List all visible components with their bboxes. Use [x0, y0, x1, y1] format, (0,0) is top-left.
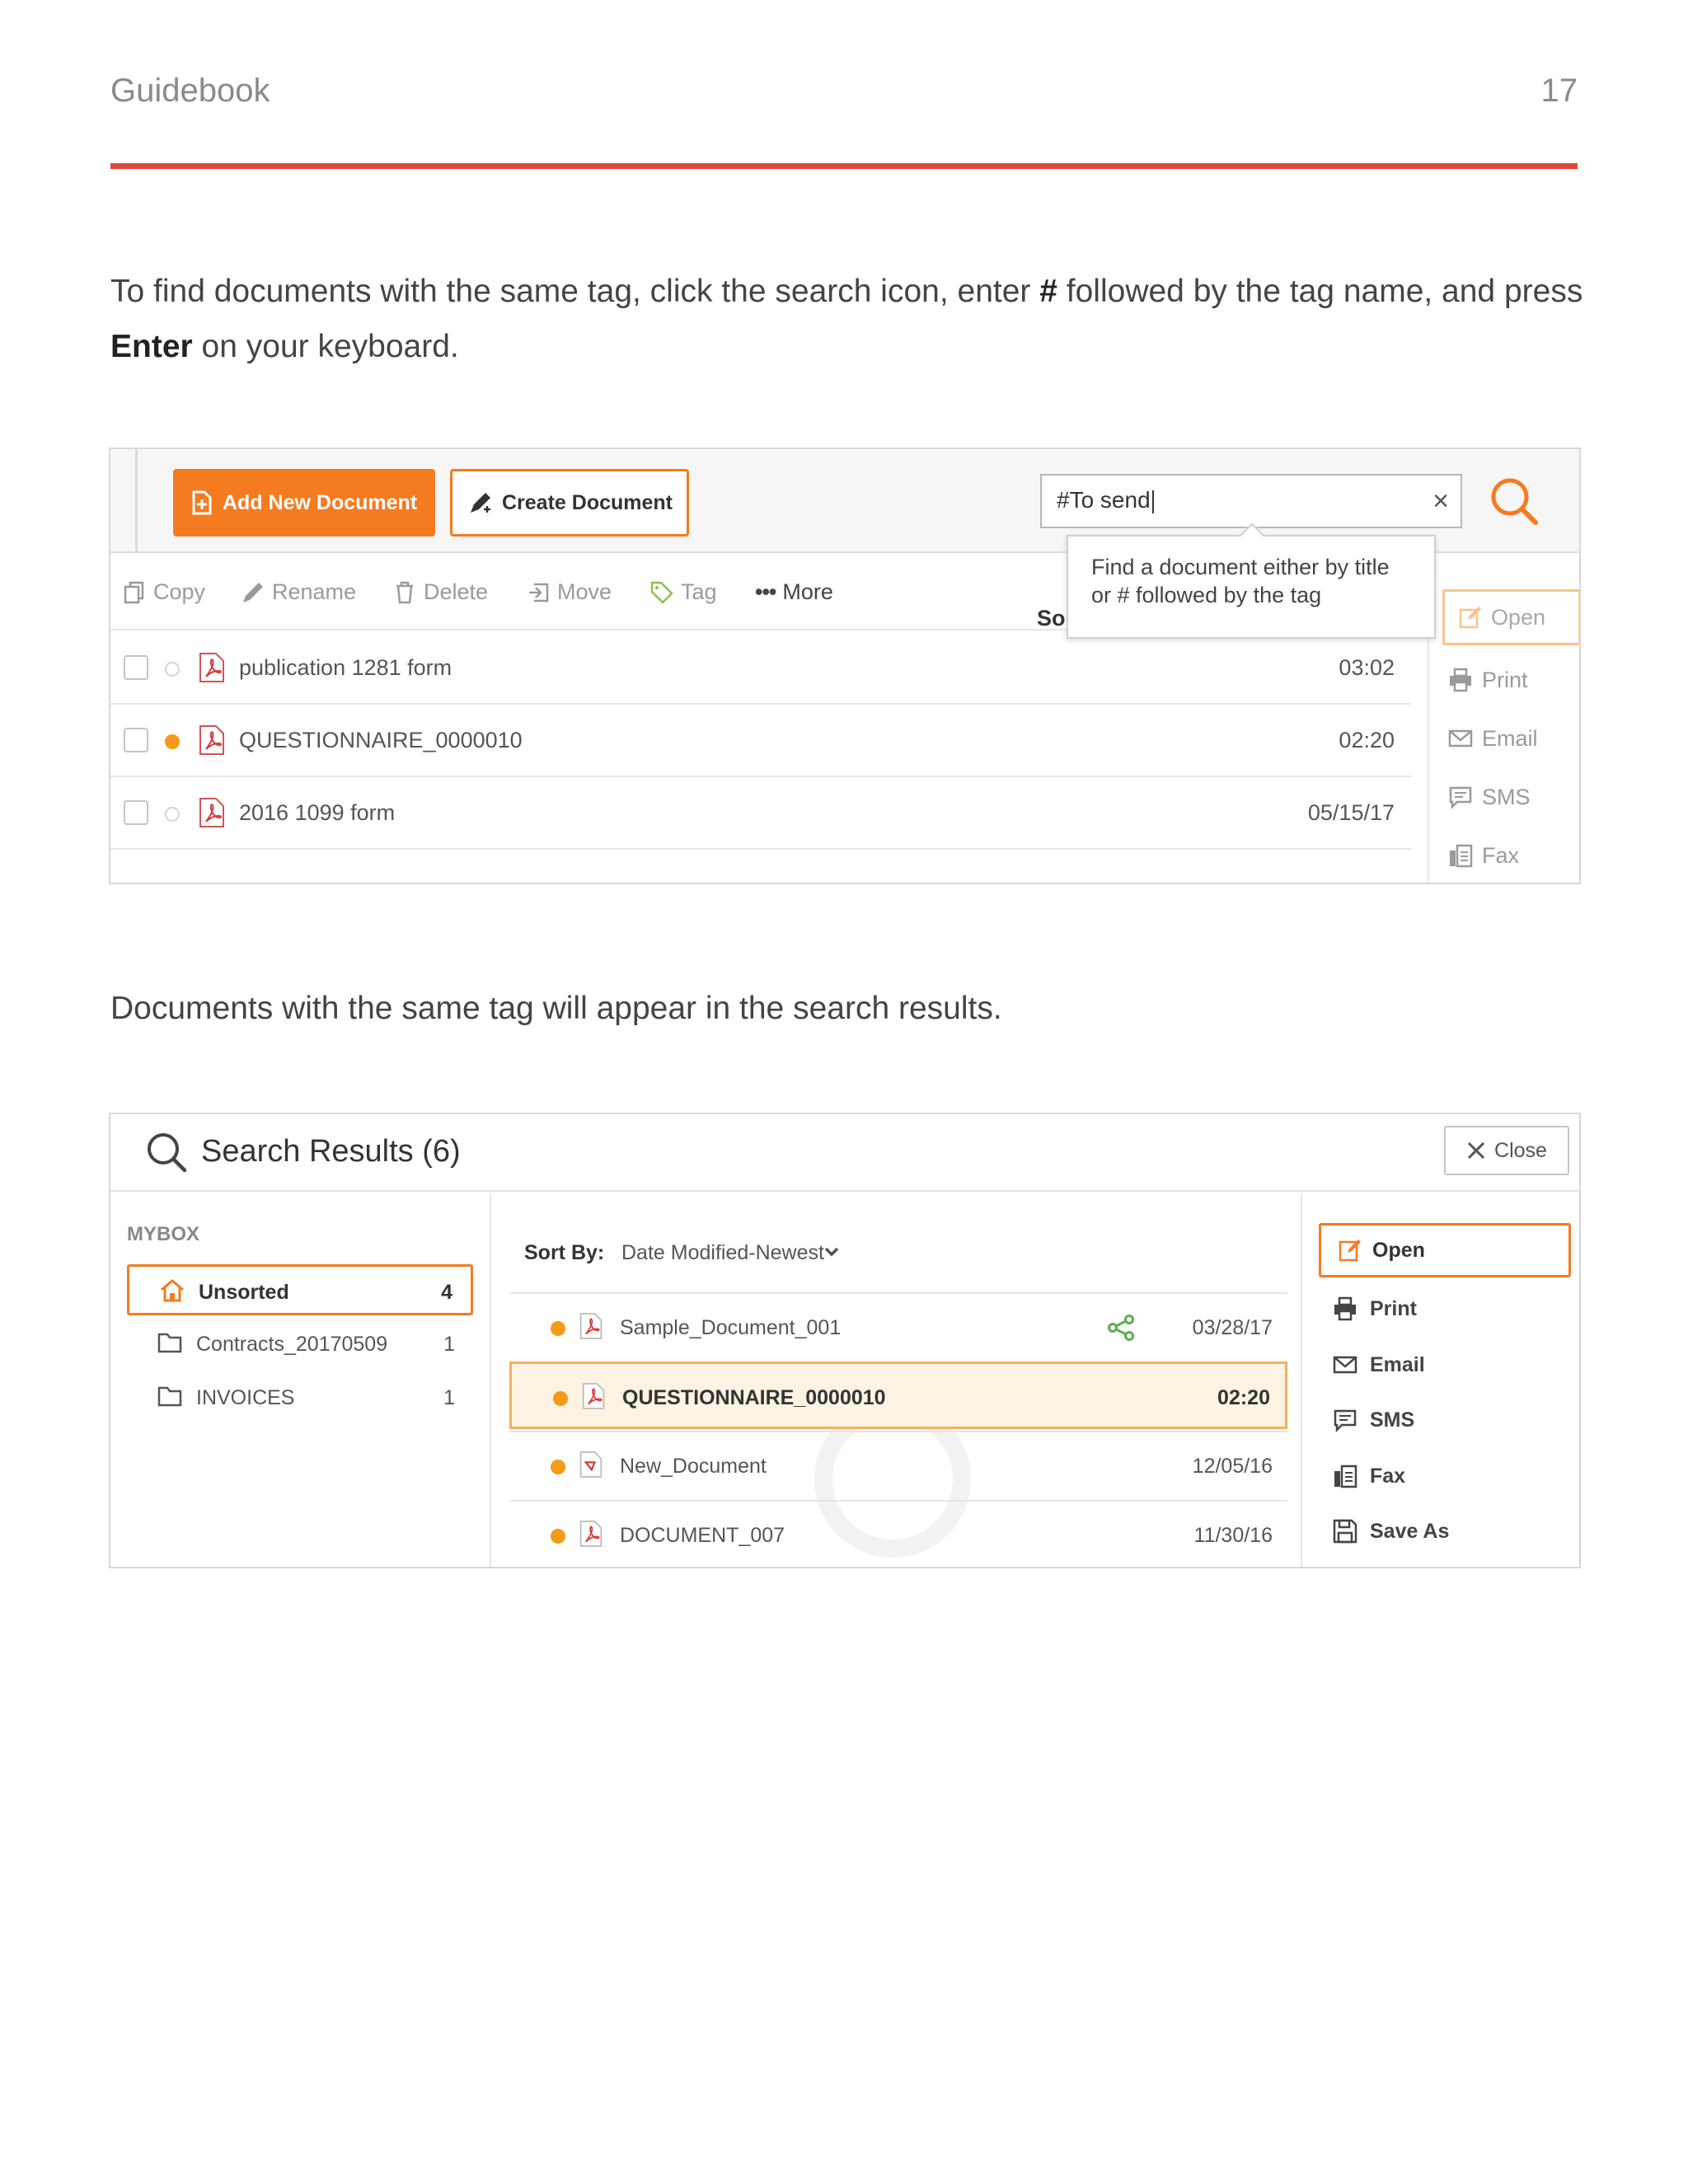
guidebook-title: Guidebook	[110, 73, 270, 109]
fax-icon	[1447, 842, 1474, 869]
left-divider	[135, 449, 138, 553]
pencil-icon	[241, 580, 265, 605]
row-date: 03:02	[1339, 655, 1395, 680]
text-caret	[1152, 490, 1154, 513]
search-results-header	[110, 1114, 1579, 1192]
email-label: Email	[1370, 1352, 1425, 1376]
sms-button[interactable]	[1332, 1407, 1414, 1433]
fax-label: Fax	[1370, 1464, 1406, 1488]
pdf-file-icon	[198, 797, 226, 828]
email-label: Email	[1482, 725, 1538, 751]
results-action-panel	[1301, 1193, 1581, 1568]
delete-label: Delete	[424, 579, 489, 604]
more-label: More	[782, 579, 833, 604]
sms-label: SMS	[1482, 784, 1531, 809]
email-button[interactable]	[1447, 725, 1538, 752]
move-button[interactable]	[526, 579, 612, 605]
printer-icon	[1447, 667, 1474, 693]
pdf-file-icon	[581, 1382, 606, 1410]
edit-icon	[1458, 605, 1483, 630]
folder-count: 1	[443, 1386, 455, 1409]
row-date: 02:20	[1339, 728, 1395, 752]
folder-item-contracts[interactable]	[127, 1319, 473, 1370]
move-label: Move	[557, 579, 612, 604]
table-row[interactable]	[110, 705, 1411, 777]
results-list	[493, 1193, 1314, 1568]
more-button[interactable]	[755, 579, 833, 605]
share-icon[interactable]	[1106, 1314, 1136, 1342]
row-name: 2016 1099 form	[239, 800, 396, 825]
status-dot	[165, 734, 180, 749]
row-checkbox[interactable]	[124, 728, 148, 752]
chat-bubble-icon	[1447, 784, 1474, 810]
create-document-button[interactable]	[450, 469, 689, 537]
para1-enter: Enter	[110, 329, 193, 364]
add-new-document-button[interactable]	[173, 469, 435, 537]
home-icon	[159, 1279, 185, 1302]
folder-icon	[157, 1331, 183, 1354]
folder-panel	[110, 1193, 491, 1568]
search-results-title: Search Results (6)	[201, 1134, 461, 1169]
rename-button[interactable]	[241, 579, 356, 605]
tag-button[interactable]	[649, 579, 717, 605]
page-number: 17	[1540, 73, 1578, 109]
search-icon	[143, 1129, 190, 1175]
search-value: #To send	[1057, 487, 1151, 513]
instruction-paragraph	[110, 264, 1586, 374]
envelope-icon	[1447, 725, 1474, 752]
fax-button[interactable]	[1332, 1463, 1405, 1489]
envelope-icon	[1332, 1352, 1358, 1378]
action-sidebar	[1428, 555, 1581, 884]
row-name: QUESTIONNAIRE_0000010	[239, 728, 523, 752]
delete-button[interactable]	[392, 579, 488, 605]
print-button[interactable]	[1447, 667, 1528, 693]
close-button[interactable]	[1444, 1126, 1569, 1175]
status-dot	[551, 1321, 565, 1336]
copy-icon	[122, 580, 147, 605]
folder-item-unsorted[interactable]	[127, 1264, 473, 1315]
open-button[interactable]	[1442, 589, 1581, 645]
folder-name: Unsorted	[199, 1281, 289, 1304]
tag-icon	[649, 580, 674, 605]
chevron-down-icon[interactable]	[823, 1243, 841, 1261]
row-date: 05/15/17	[1307, 800, 1395, 825]
print-label: Print	[1370, 1296, 1417, 1320]
edit-icon	[1338, 1237, 1364, 1263]
create-document-label: Create Document	[502, 490, 673, 514]
folder-name: INVOICES	[196, 1386, 295, 1409]
trash-icon	[392, 580, 417, 605]
fax-label: Fax	[1482, 842, 1520, 868]
printer-icon	[1332, 1296, 1358, 1322]
folder-item-invoices[interactable]	[127, 1372, 473, 1423]
add-new-document-label: Add New Document	[223, 490, 418, 514]
search-input[interactable]	[1040, 474, 1462, 528]
sort-select[interactable]: Date Modified-Newest	[621, 1241, 824, 1264]
open-label: Open	[1491, 604, 1546, 630]
more-dots-icon: •••	[755, 579, 776, 604]
close-label: Close	[1494, 1138, 1547, 1162]
para1-text-1: To find documents with the same tag, click the search icon, enter	[110, 274, 1040, 309]
pdf-file-icon	[198, 652, 226, 683]
para1-hash: #	[1039, 274, 1057, 309]
row-date: 02:20	[1217, 1386, 1270, 1409]
add-document-icon	[191, 490, 213, 515]
row-name: Sample_Document_001	[620, 1316, 842, 1339]
list-item[interactable]	[509, 1361, 1287, 1429]
sort-by-label: Sort By:	[524, 1241, 605, 1264]
table-row[interactable]	[110, 632, 1411, 705]
signature-document-icon	[579, 1451, 603, 1479]
open-label: Open	[1372, 1238, 1425, 1262]
fax-button[interactable]	[1447, 842, 1519, 869]
list-item[interactable]	[509, 1292, 1287, 1360]
folder-count: 1	[443, 1333, 455, 1356]
print-button[interactable]	[1332, 1296, 1417, 1322]
para1-text-2: followed by the tag name, and press	[1057, 274, 1583, 309]
rename-label: Rename	[272, 579, 357, 604]
save-as-label: Save As	[1370, 1519, 1450, 1543]
status-dot	[553, 1391, 568, 1406]
para1-text-3: on your keyboard.	[192, 329, 459, 364]
copy-label: Copy	[153, 579, 206, 604]
save-as-button[interactable]	[1332, 1518, 1449, 1544]
open-button[interactable]	[1319, 1223, 1571, 1277]
search-icon[interactable]	[1485, 472, 1543, 530]
email-button[interactable]	[1332, 1352, 1425, 1378]
pdf-file-icon	[579, 1312, 603, 1340]
row-date: 03/28/17	[1192, 1316, 1273, 1339]
row-name: New_Document	[620, 1455, 767, 1478]
folder-icon	[157, 1385, 183, 1408]
move-icon	[526, 580, 551, 605]
floppy-disk-icon	[1332, 1518, 1358, 1544]
sms-label: SMS	[1370, 1408, 1415, 1432]
pdf-file-icon	[198, 724, 226, 756]
search-tooltip: Find a document either by title or # followed by the tag	[1067, 535, 1436, 639]
print-label: Print	[1482, 667, 1528, 692]
clear-icon[interactable]: ×	[1432, 485, 1449, 517]
sms-button[interactable]	[1447, 784, 1531, 810]
search-results-screenshot	[109, 1113, 1581, 1568]
pen-sparkle-icon	[467, 490, 494, 516]
header-rule	[110, 163, 1578, 169]
row-checkbox[interactable]	[124, 655, 148, 680]
status-dot	[165, 807, 180, 822]
document-list-screenshot	[109, 448, 1581, 884]
pdf-file-icon	[579, 1520, 603, 1548]
table-row[interactable]	[110, 777, 1411, 850]
chat-bubble-icon	[1332, 1407, 1358, 1433]
status-dot	[551, 1529, 565, 1544]
mybox-heading: MYBOX	[127, 1223, 200, 1245]
row-date: 12/05/16	[1192, 1455, 1273, 1478]
list-item[interactable]	[509, 1500, 1287, 1568]
row-date: 11/30/16	[1193, 1524, 1273, 1547]
results-paragraph: Documents with the same tag will appear in the search results.	[110, 991, 1002, 1026]
status-dot	[165, 662, 180, 677]
tag-label: Tag	[681, 579, 717, 604]
close-icon	[1466, 1141, 1486, 1160]
row-name: QUESTIONNAIRE_0000010	[622, 1386, 886, 1409]
row-checkbox[interactable]	[124, 800, 148, 825]
folder-count: 4	[441, 1281, 452, 1304]
row-name: DOCUMENT_007	[620, 1524, 785, 1547]
list-item[interactable]	[509, 1431, 1287, 1498]
row-name: publication 1281 form	[239, 655, 452, 680]
folder-name: Contracts_20170509	[196, 1333, 388, 1356]
sort-label-fragment: So	[1037, 606, 1066, 630]
copy-button[interactable]	[122, 579, 205, 605]
fax-icon	[1332, 1463, 1358, 1489]
status-dot	[551, 1460, 565, 1474]
